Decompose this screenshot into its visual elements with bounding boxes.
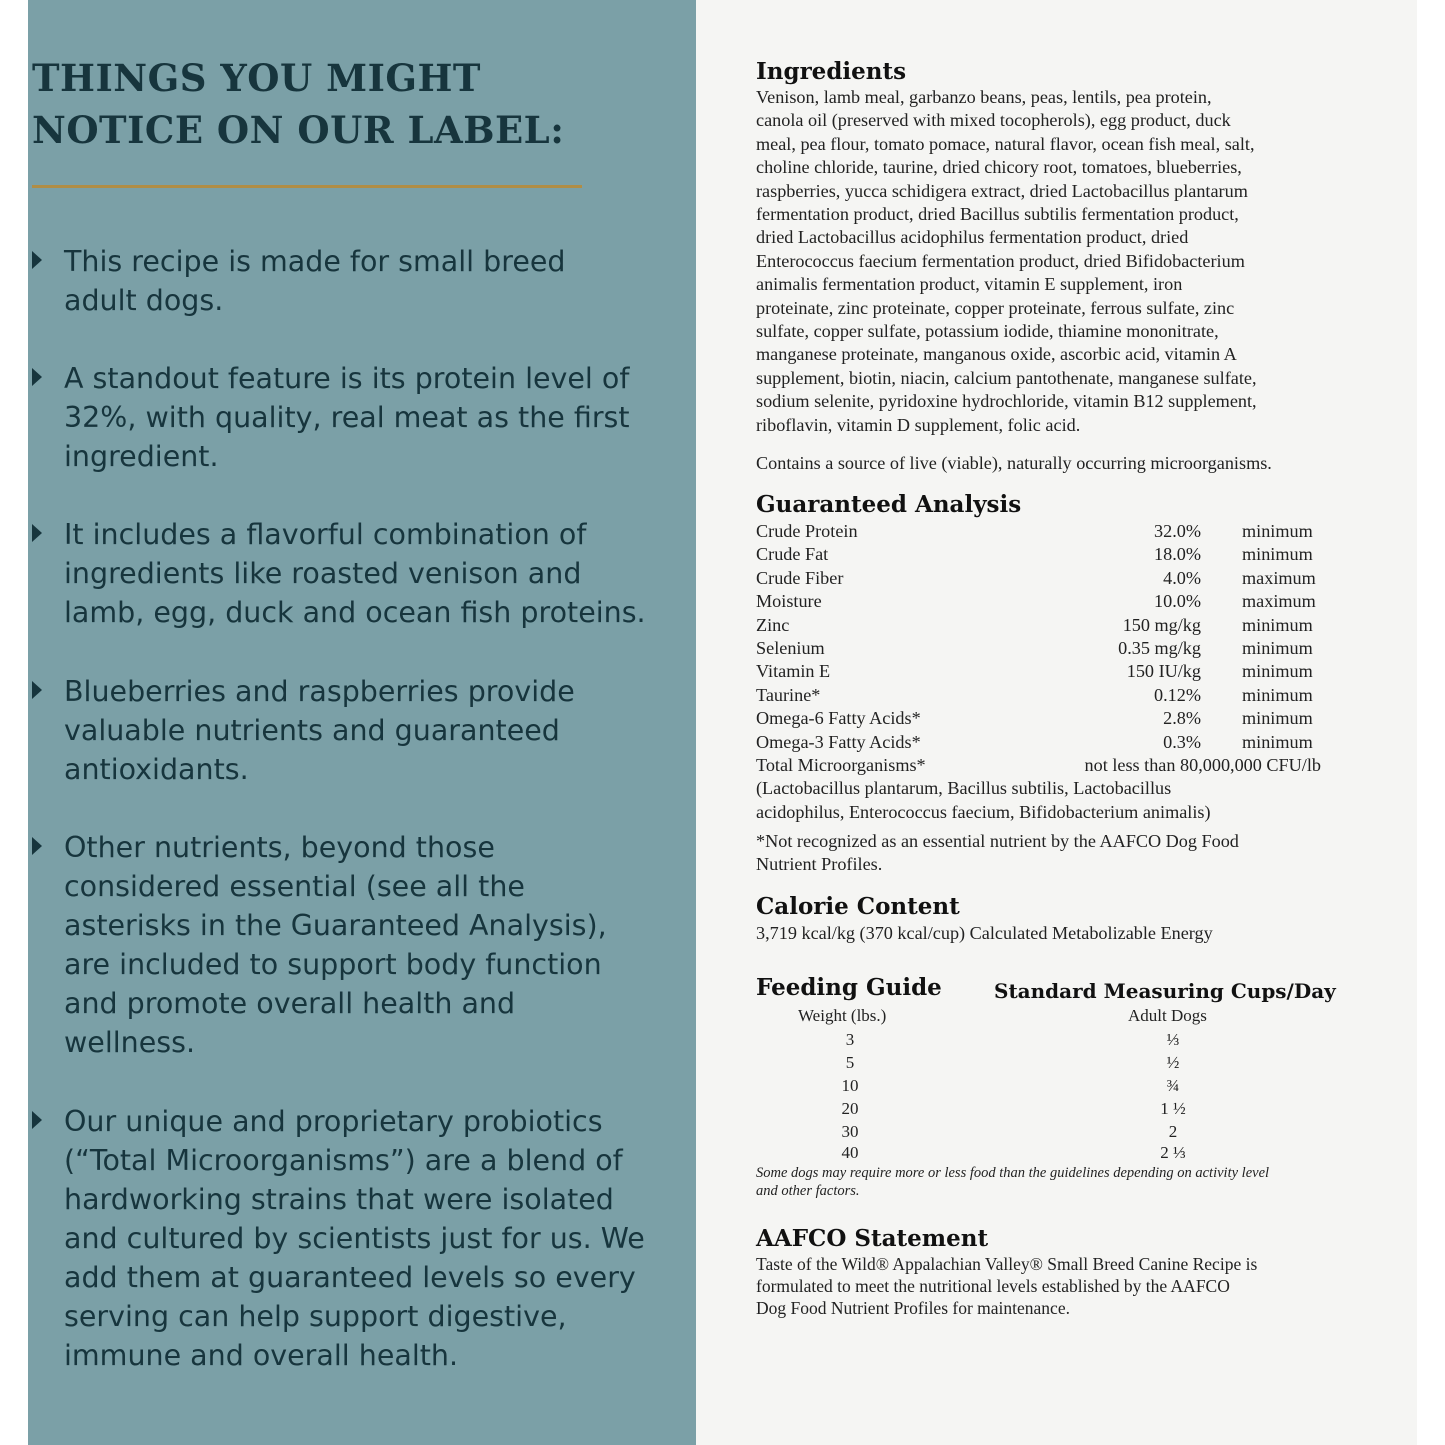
bullet-arrow-icon [32,837,42,855]
bullet-item [32,359,682,476]
analysis-row [756,660,1336,683]
nutrient-qualifier: minimum [1242,731,1313,752]
bullet-item [32,242,682,320]
calorie-text: 3,719 kcal/kg (370 kcal/cup) Calculated Metabolizable Energy [756,923,1213,943]
nutrient-qualifier: minimum [1242,661,1313,682]
nutrient-qualifier: minimum [1242,521,1313,541]
aafco-text: Taste of the Wild® Appalachian Valley® Small Breed Canine Recipe is formulated to meet the nutritional levels established by the AAFCO Dog Food Nutrient Profiles for maintenance. [756,1254,1258,1318]
feeding-cups: ⅓ [1166,1030,1180,1049]
nutrient-name: Omega-3 Fatty Acids* [756,731,921,752]
nutrient-qualifier: maximum [1242,591,1316,612]
analysis-footnote: *Not recognized as an essential nutrient by the AAFCO Dog Food Nutrient Profiles. [756,831,1239,875]
analysis-row [756,614,1336,637]
feeding-guide-heading: Feeding Guide [756,974,942,1001]
nutrient-qualifier: minimum [1242,708,1313,729]
bullet-text: Blueberries and raspberries provide valuable nutrients and guaranteed antioxidants. [64,675,575,786]
nutrient-value: 0.35 mg/kg [1118,638,1201,658]
left-info-panel [28,0,696,1445]
nutrient-qualifier: minimum [1242,684,1313,705]
adult-dogs-column-header: Adult Dogs [1128,1006,1207,1025]
bullet-arrow-icon [32,681,42,699]
feeding-weight: 20 [841,1099,859,1118]
bullet-text: Other nutrients, beyond those considered essential (see all the asterisks in the Guaranteed Analysis), are included to support body function and promote overall health and wellness. [64,831,607,1059]
nutrient-name: Zinc [756,614,790,635]
nutrient-name: Omega-6 Fatty Acids* [756,708,921,729]
bullet-text: It includes a flavorful combination of ingredients like roasted venison and lamb, egg, duck and ocean fish proteins. [64,518,646,629]
nutrient-value: 0.12% [1154,684,1201,705]
nutrient-value: 10.0% [1154,591,1201,612]
bullet-arrow-icon [32,251,42,269]
analysis-row [756,520,1336,543]
page-margin [1417,0,1445,1445]
nutrient-name: Total Microorganisms* [756,755,926,775]
feeding-weight: 40 [841,1143,859,1162]
feeding-cups: 2 ⅓ [1160,1143,1186,1162]
bullet-arrow-icon [32,524,42,542]
bullet-item [32,672,682,789]
weight-column-header: Weight (lbs.) [798,1006,887,1025]
bullet-text: This recipe is made for small breed adult dogs. [64,245,566,317]
aafco-heading: AAFCO Statement [756,1225,989,1252]
feeding-cups: ½ [1166,1053,1180,1072]
analysis-row [756,543,1336,566]
nutrient-value: 0.3% [1163,731,1201,752]
nutrient-value: 32.0% [1154,521,1201,541]
ingredients-text: Venison, lamb meal, garbanzo beans, peas, lentils, pea protein, canola oil (preserved with mixed tocopherols), egg product, duck meal, pea flour, tomato pomace, natural flavor, ocean fish meal, salt, choline chloride, taurine, dried chicory root, tomatoes, blueberries, raspberries, yucca schidigera extract, dried Lactobacillus plantarum fermentation product, dried Bacillus subtilis fermentation product, dried Lactobacillus acidophilus fermentation product, dried Enterococcus faecium fermentation product, dried Bifidobacterium animalis fermentation product, vitamin E supplement, iron proteinate, zinc proteinate, copper proteinate, ferrous sulfate, zinc sulfate, copper sulfate, potassium iodide, thiamine mononitrate, manganese proteinate, manganous oxide, ascorbic acid, vitamin A supplement, biotin, niacin, calcium pantothenate, manganese sulfate, sodium selenite, pyridoxine hydrochloride, vitamin B12 supplement, riboflavin, vitamin D supplement, folic acid. [756,87,1257,435]
feeding-weight: 3 [845,1030,855,1049]
nutrient-name: Moisture [756,591,822,612]
feeding-guide-note: Some dogs may require more or less food than the guidelines depending on activity level and other factors. [756,1165,1270,1199]
bullet-text: Our unique and proprietary probiotics (“Total Microorganisms”) are a blend of hardworking strains that were isolated and cultured by scientists just for us. We add them at guaranteed levels so every serving can help support digestive, immune and overall health. [64,1105,645,1372]
nutrient-value: 4.0% [1163,567,1201,588]
nutrient-value: 18.0% [1154,544,1201,565]
nutrient-name: Vitamin E [756,661,831,682]
nutrient-value: 2.8% [1163,708,1201,729]
nutrient-value: 150 IU/kg [1126,661,1201,682]
feeding-weight: 5 [845,1053,855,1072]
feeding-cups: 1 ½ [1160,1099,1186,1118]
ingredients-heading: Ingredients [756,58,907,85]
analysis-row [756,590,1336,613]
live-microorganisms-note: Contains a source of live (viable), naturally occurring microorganisms. [756,453,1272,473]
panel-title: THINGS YOU MIGHT NOTICE ON OUR LABEL: [32,56,565,152]
nutrient-name: Taurine* [756,684,821,705]
nutrient-qualifier: minimum [1242,614,1313,635]
nutrient-name: Selenium [756,638,825,658]
nutrient-value: 150 mg/kg [1122,614,1201,635]
analysis-heading: Guaranteed Analysis [756,491,1022,518]
divider-rule [32,185,582,188]
label-panel [696,0,1417,1445]
calorie-heading: Calorie Content [756,893,960,920]
analysis-row [756,567,1336,590]
nutrient-name: Crude Fat [756,544,829,565]
nutrient-name: Crude Protein [756,521,858,541]
nutrient-qualifier: minimum [1242,638,1313,658]
bullet-text: A standout feature is its protein level of 32%, with quality, real meat as the first ingredient. [64,362,630,473]
feeding-guide-subheading: Standard Measuring Cups/Day [994,979,1336,1003]
nutrient-value: not less than 80,000,000 CFU/lb [1084,755,1321,775]
analysis-row [756,707,1336,730]
analysis-row-microorganisms [756,754,1336,777]
feeding-cups: 2 [1168,1122,1178,1141]
bullet-item [32,828,682,1062]
bullet-arrow-icon [32,368,42,386]
analysis-row [756,684,1336,707]
analysis-row [756,637,1336,660]
bullet-arrow-icon [32,1111,42,1129]
nutrient-qualifier: maximum [1242,567,1316,588]
nutrient-qualifier: minimum [1242,544,1313,565]
feeding-cups: ¾ [1166,1076,1180,1095]
feeding-weight: 30 [841,1122,859,1141]
bullet-item [32,515,682,632]
bullet-item [32,1102,682,1375]
analysis-row [756,731,1336,754]
nutrient-name: Crude Fiber [756,567,844,588]
feeding-weight: 10 [841,1076,859,1095]
microorganism-strains: (Lactobacillus plantarum, Bacillus subtilis, Lactobacillus acidophilus, Enterococcus faecium, Bifidobacterium animalis) [756,778,1211,822]
